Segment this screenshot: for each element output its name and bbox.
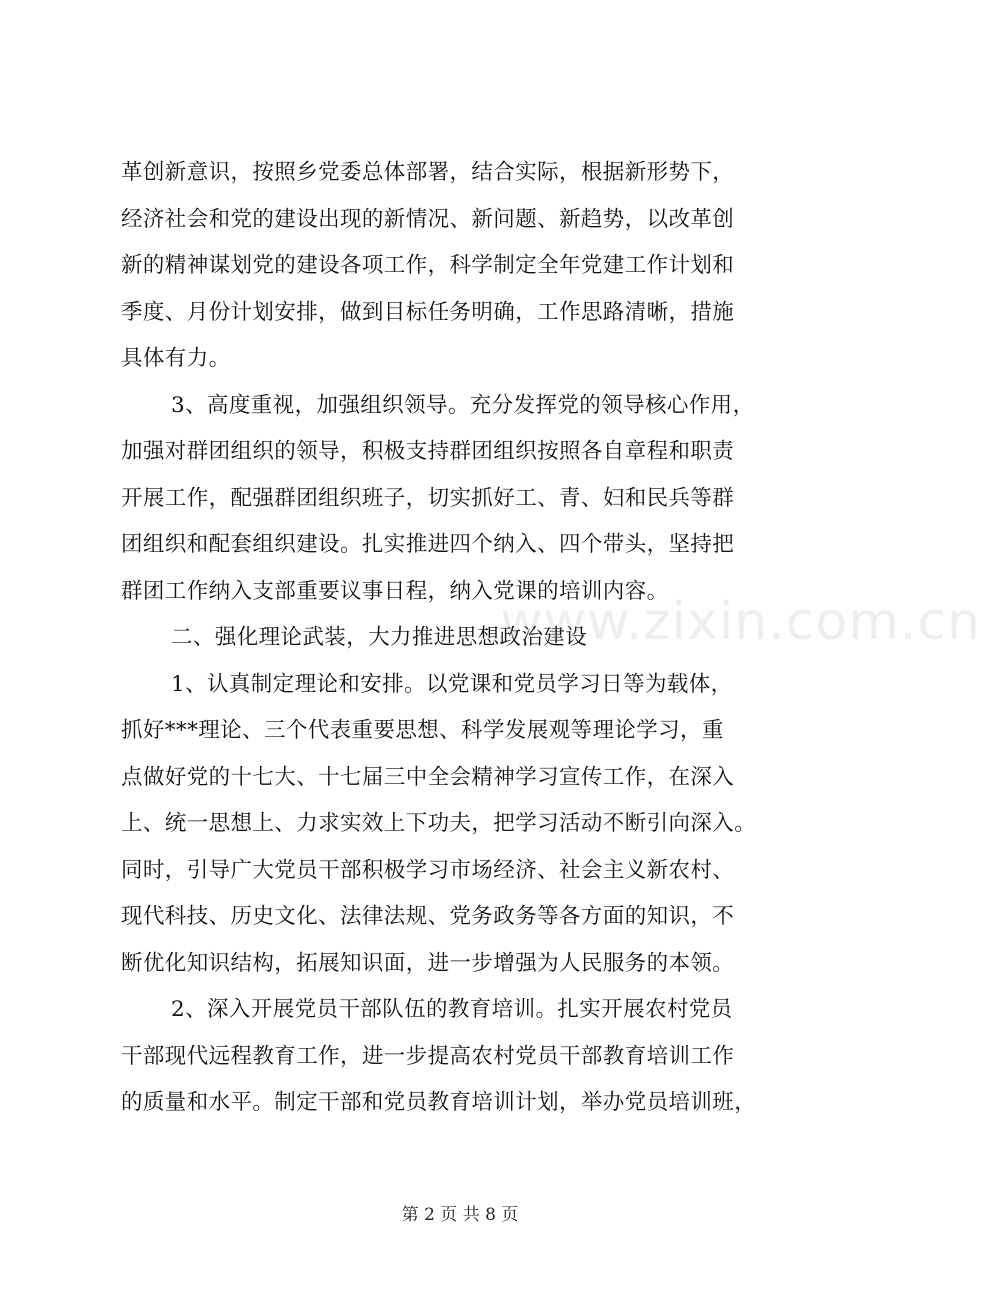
paragraph-start-line: 3、高度重视，加强组织领导。充分发挥党的领导核心作用， [171,392,755,418]
watermark: www.zixin.com.cn [500,592,981,652]
paragraph-start-line: 1、认真制定理论和安排。以党课和党员学习日等为载体， [171,671,733,697]
text-line: 团组织和配套组织建设。扎实推进四个纳入、四个带头，坚持把 [121,532,735,557]
text-line: 干部现代远程教育工作，进一步提高农村党员干部教育培训工作 [121,1043,735,1069]
text-line: 新的精神谋划党的建设各项工作，科学制定全年党建工作计划和 [121,253,735,278]
text-line: 的质量和水平。制定干部和党员教育培训计划，举办党员培训班， [121,1090,757,1115]
text-line: 开展工作，配强群团组织班子，切实抓好工、青、妇和民兵等群 [121,485,735,511]
section-heading: 二、强化理论武装，大力推进思想政治建设 [171,625,588,650]
text-line: 上、统一思想上、力求实效上下功夫，把学习活动不断引向深入。 [121,811,757,836]
text-line: 群团工作纳入支部重要议事日程，纳入党课的培训内容。 [121,578,669,604]
text-line: 断优化知识结构，拓展知识面，进一步增强为人民服务的本领。 [121,950,735,976]
text-line: 具体有力。 [121,346,231,371]
text-line: 经济社会和党的建设出现的新情况、新问题、新趋势，以改革创 [121,206,735,232]
page-footer: 第 2 页 共 8 页 [401,1205,519,1225]
text-line: 点做好党的十七大、十七届三中全会精神学习宣传工作，在深入 [121,764,735,790]
text-line: 革创新意识，按照乡党委总体部署，结合实际，根据新形势下， [121,160,735,185]
text-line: 抓好***理论、三个代表重要思想、科学发展观等理论学习，重 [121,718,724,743]
paragraph-start-line: 2、深入开展党员干部队伍的教育培训。扎实开展农村党员 [171,997,733,1022]
text-line: 现代科技、历史文化、法律法规、党务政务等各方面的知识，不 [121,904,735,929]
text-line: 加强对群团组织的领导，积极支持群团组织按照各自章程和职责 [121,439,735,464]
text-line: 季度、月份计划安排，做到目标任务明确，工作思路清晰，措施 [121,299,735,325]
text-line: 同时，引导广大党员干部积极学习市场经济、社会主义新农村、 [121,857,735,883]
